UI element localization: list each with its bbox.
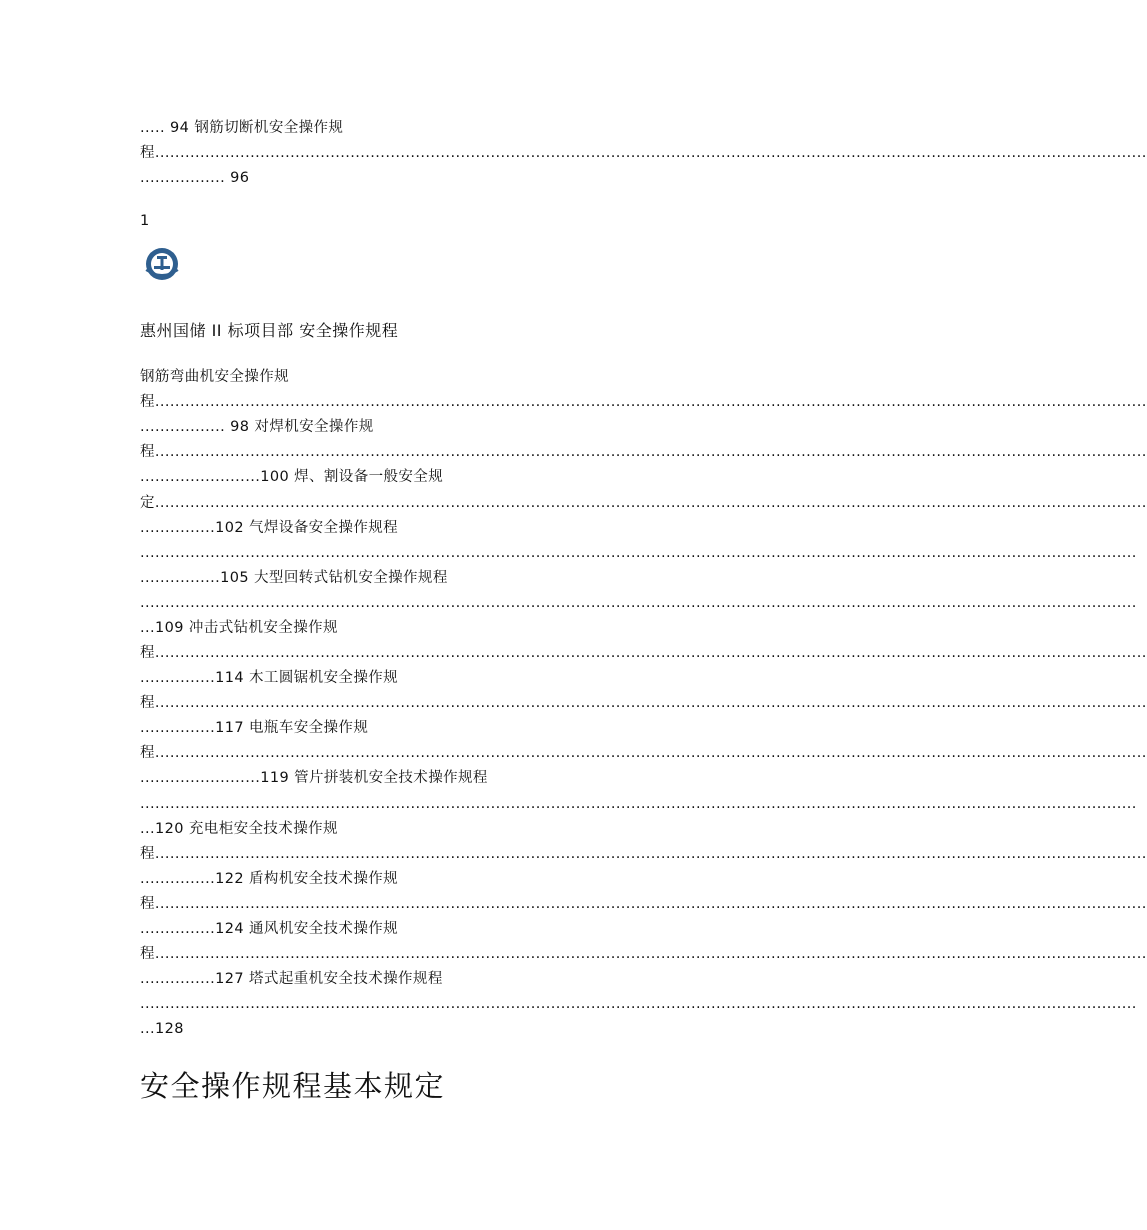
toc-line: ..... 94 钢筋切断机安全操作规 [140,120,344,136]
toc-line: ....................................................................................................................................................................................................... [140,595,1137,611]
toc-line: ....................................................................................................................................................................................................... [140,796,1137,812]
toc-line: ................105 大型回转式钻机安全操作规程 [140,570,448,586]
company-logo [140,244,184,296]
page-number: 1 [140,213,150,229]
toc-line: ...............102 气焊设备安全操作规程 [140,520,399,536]
toc-line: ...............127 塔式起重机安全技术操作规程 [140,971,443,987]
section-heading: 安全操作规程基本规定 [140,1069,446,1103]
toc-line: ................. 96 [140,170,250,186]
toc-line: ................. 98 对焊机安全操作规 [140,419,374,435]
toc-line: 程...................................................................................................................................................................................................... [140,896,1147,912]
toc-line: ...............124 通风机安全技术操作规 [140,921,399,937]
toc-line: 程...................................................................................................................................................................................................... [140,645,1147,661]
toc-line: ...109 冲击式钻机安全操作规 [140,620,338,636]
toc-line: ...............117 电瓶车安全操作规 [140,720,369,736]
toc-line: ...120 充电柜安全技术操作规 [140,821,338,837]
toc-line: 程...................................................................................................................................................................................................... [140,394,1147,410]
toc-line: 程...................................................................................................................................................................................................... [140,695,1147,711]
toc-line: 程...................................................................................................................................................................................................... [140,846,1147,862]
toc-line: 定...................................................................................................................................................................................................... [140,495,1147,511]
toc-line: ....................................................................................................................................................................................................... [140,545,1137,561]
toc-line: ....................................................................................................................................................................................................... [140,996,1137,1012]
toc-line: 程...................................................................................................................................................................................................... [140,444,1147,460]
toc-line: ...128 [140,1021,184,1037]
toc-line: 程...................................................................................................................................................................................................... [140,145,1147,161]
toc-line: 程...................................................................................................................................................................................................... [140,745,1147,761]
toc-line: 程...................................................................................................................................................................................................... [140,946,1147,962]
document-page [140,0,1147,1230]
toc-line: 钢筋弯曲机安全操作规 [140,369,289,385]
page-header-title: 惠州国储 II 标项目部 安全操作规程 [140,321,399,340]
toc-line: ...............122 盾构机安全技术操作规 [140,871,399,887]
toc-line: ........................100 焊、割设备一般安全规 [140,469,444,485]
toc-line: ........................119 管片拼装机安全技术操作规程 [140,770,488,786]
toc-line: ...............114 木工圆锯机安全操作规 [140,670,399,686]
china-railway-logo-icon [140,244,184,296]
